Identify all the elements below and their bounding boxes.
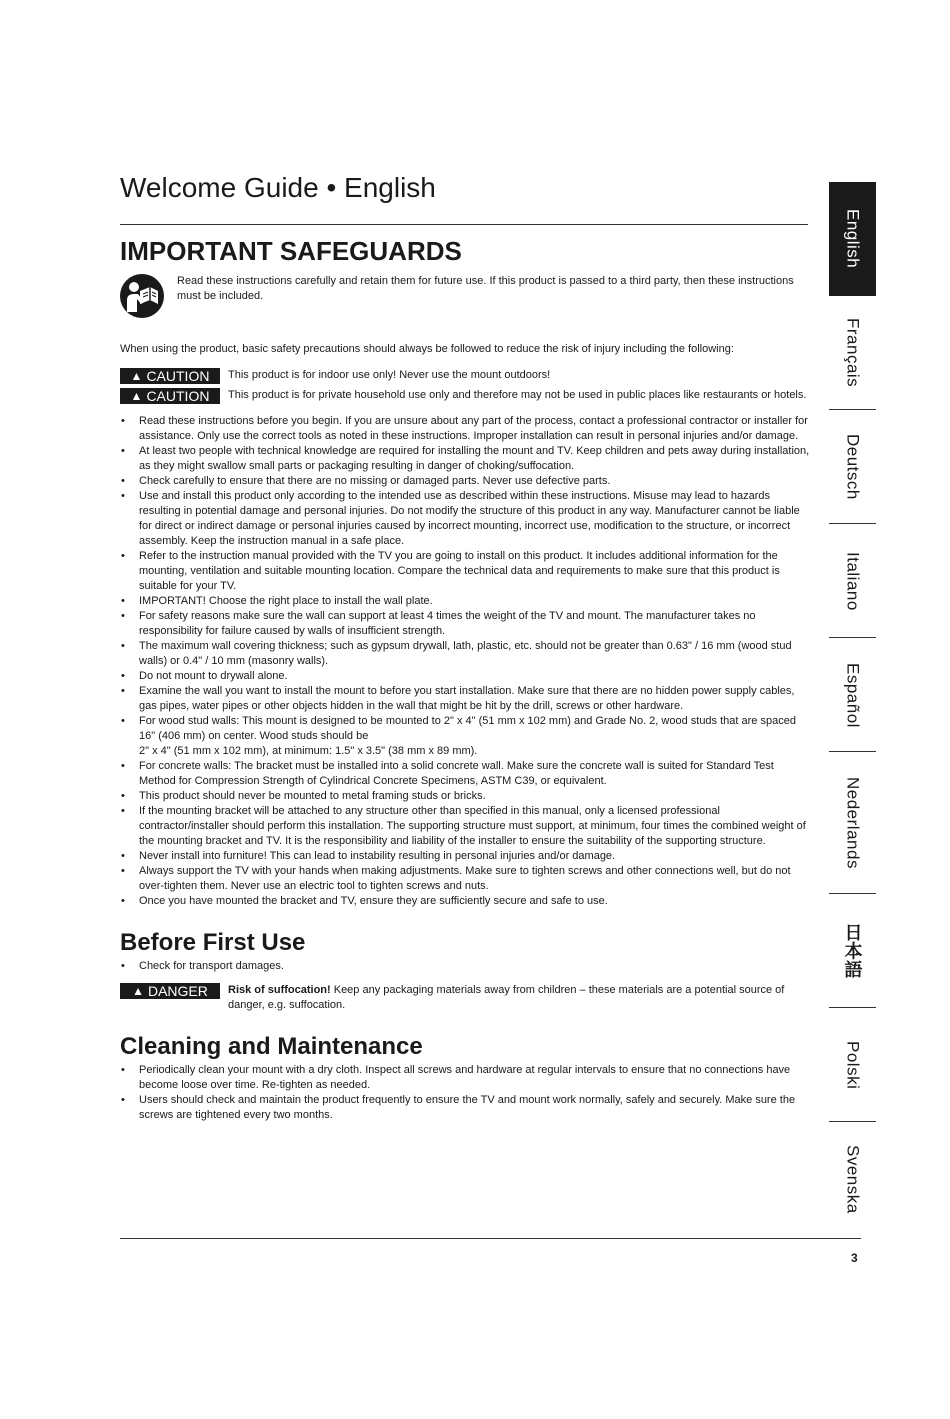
list-item: • Do not mount to drywall alone. bbox=[120, 669, 810, 684]
main-content bbox=[120, 236, 810, 1123]
list-item: • IMPORTANT! Choose the right place to install the wall plate. bbox=[120, 594, 810, 609]
list-item: • Users should check and maintain the product frequently to ensure the TV and mount work normally, safely and securely. Make sure the screws are tightened every two months. bbox=[120, 1093, 810, 1123]
caution-text: This product is for indoor use only! Never use the mount outdoors! bbox=[228, 369, 551, 381]
page-header-title: Welcome Guide • English bbox=[120, 172, 436, 203]
read-instructions-text: Read these instructions carefully and retain them for future use. If this product is passed to a third party, then these instructions must be included. bbox=[177, 275, 794, 302]
read-manual-icon bbox=[120, 274, 164, 318]
tab-polski[interactable]: Polski bbox=[829, 1008, 876, 1122]
before-first-use-list bbox=[120, 959, 810, 974]
tab-svenska[interactable]: Svenska bbox=[843, 1144, 863, 1214]
tab-deutsch[interactable]: Deutsch bbox=[829, 410, 876, 524]
list-item: • Once you have mounted the bracket and TV, ensure they are sufficiently secure and safe to use. bbox=[120, 894, 810, 909]
list-item: • For safety reasons make sure the wall can support at least 4 times the weight of the TV and mount. The manufacturer takes no responsibility for failure caused by walls of insufficient strength. bbox=[120, 609, 810, 639]
tab-italiano[interactable]: Italiano bbox=[829, 524, 876, 638]
list-item: • If the mounting bracket will be attached to any structure other than specified in this manual, only a licensed professional contractor/installer should perform this installation. The supporting structure must support, at minimum, four times the combined weight of the mounting bracket and TV. It is the responsibility and liability of the installer to ensure the suitability of the supporting structure. bbox=[120, 804, 810, 849]
bottom-divider bbox=[120, 1238, 861, 1239]
tab-english[interactable]: English bbox=[829, 182, 876, 296]
caution-notice bbox=[120, 388, 810, 404]
tab-espanol[interactable]: Español bbox=[829, 638, 876, 752]
tab-nederlands[interactable]: Nederlands bbox=[829, 752, 876, 894]
safety-intro: When using the product, basic safety precautions should always be followed to reduce the risk of injury including the following: bbox=[120, 343, 734, 355]
top-divider bbox=[120, 224, 808, 225]
list-item: • The maximum wall covering thickness; such as gypsum drywall, lath, plastic, etc. should not be greater than 0.63" / 16 mm (wood stud walls) or 0.4" / 10 mm (masonry walls). bbox=[120, 639, 810, 669]
danger-emphasis: Risk of suffocation! bbox=[228, 984, 331, 996]
before-first-use-title: Before First Use bbox=[120, 929, 306, 956]
tab-francais[interactable]: Français bbox=[829, 296, 876, 410]
warning-triangle-icon: ▲ bbox=[132, 984, 144, 998]
list-item: • Check for transport damages. bbox=[120, 959, 810, 974]
caution-text: This product is for private household use only and therefore may not be used in public places like restaurants or hotels. bbox=[228, 389, 807, 401]
list-item: • Never install into furniture! This can lead to instability resulting in personal injuries and/or damage. bbox=[120, 849, 810, 864]
language-tabs bbox=[829, 182, 876, 1236]
list-item: • For concrete walls: The bracket must be installed into a solid concrete wall. Make sure the concrete wall is suited for Standard Test Method for Compression Strength of Cylindrical Concrete Specimens, ASTM C39, or equivalent. bbox=[120, 759, 810, 789]
list-item: • Always support the TV with your hands when making adjustments. Make sure to tighten screws and other connections well, but do not over-tighten them. Never use an electric tool to tighten screws and nuts. bbox=[120, 864, 810, 894]
safeguard-bullet-list bbox=[120, 414, 810, 909]
danger-text: Risk of suffocation! Keep any packaging materials away from children – these materials are a potential source of danger, e.g. suffocation. bbox=[228, 984, 785, 1011]
tab-japanese[interactable]: 日本語 bbox=[829, 894, 876, 1008]
caution-badge: ▲ CAUTION bbox=[120, 388, 220, 404]
safeguards-title: IMPORTANT SAFEGUARDS bbox=[120, 236, 462, 266]
danger-badge: ▲ DANGER bbox=[120, 983, 220, 999]
cleaning-title: Cleaning and Maintenance bbox=[120, 1033, 423, 1060]
list-item: • Read these instructions before you begin. If you are unsure about any part of the process, contact a professional contractor or installer for assistance. Only use the correct tools as noted in these instructions. Improper installation can result in personal injuries and/or damage. bbox=[120, 414, 810, 444]
danger-notice bbox=[120, 983, 810, 1013]
list-item: • Check carefully to ensure that there are no missing or damaged parts. Never use defective parts. bbox=[120, 474, 810, 489]
cleaning-list bbox=[120, 1063, 810, 1123]
warning-triangle-icon: ▲ bbox=[130, 369, 143, 383]
list-item: • Examine the wall you want to install the mount to before you start installation. Make sure that there are no hidden power supply cables, gas pipes, water pipes or other objects hidden in the wall that might be hit by the drill, screws or other hardware. bbox=[120, 684, 810, 714]
list-item: • This product should never be mounted to metal framing studs or bricks. bbox=[120, 789, 810, 804]
read-instructions-row bbox=[120, 270, 810, 320]
list-item: • Use and install this product only according to the intended use as described within these instructions. Misuse may lead to hazards resulting in potential damage and personal injuries. Do not modify the structure of this product in any way. Manufacturer cannot be liable for direct or indirect damage or personal injuries caused by incorrect mounting, incorrect use, modification to the structure, or incorrect assembly. Keep the instruction manual in a safe place. bbox=[120, 489, 810, 549]
list-item: • Periodically clean your mount with a dry cloth. Inspect all screws and hardware at regular intervals to ensure that no connections have become loose over time. Re-tighten as needed. bbox=[120, 1063, 810, 1093]
list-item: • Refer to the instruction manual provided with the TV you are going to install on this product. It includes additional information for the mounting, ventilation and suitable mounting location. Compare the technical data and requirements to make sure that this product is suitable for your TV. bbox=[120, 549, 810, 594]
caution-notice bbox=[120, 368, 810, 384]
list-item: • For wood stud walls: This mount is designed to be mounted to 2" x 4" (51 mm x 102 mm) and Grade No. 2, wood studs that are spaced 16" (406 mm) on center. Wood studs should be 2" x 4" (51 mm x 102 mm), at minimum: 1.5" x 3.5" (38 mm x 89 mm). bbox=[120, 714, 810, 759]
caution-badge: ▲ CAUTION bbox=[120, 368, 220, 384]
page-number: 3 bbox=[851, 1251, 858, 1265]
list-item: • At least two people with technical knowledge are required for installing the mount and TV. Keep children and pets away during installation, as they might swallow small parts or packaging resulting in danger of choking/suffocation. bbox=[120, 444, 810, 474]
warning-triangle-icon: ▲ bbox=[130, 389, 143, 403]
